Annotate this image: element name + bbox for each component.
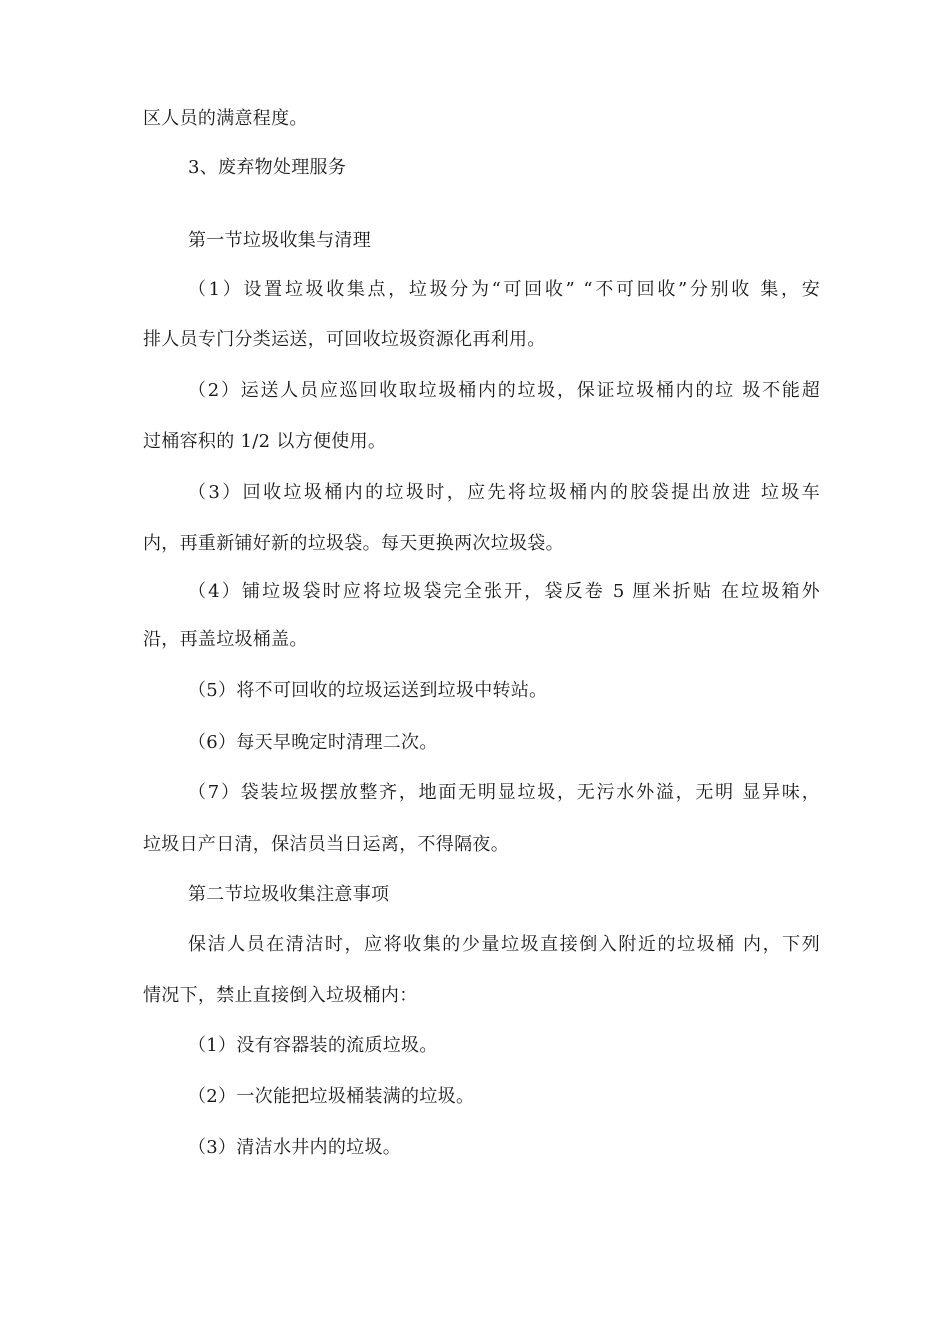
paragraph-line-2: 情况下，禁止直接倒入垃圾桶内： (143, 985, 418, 1006)
list-item-6: （6）每天早晚定时清理二次。 (188, 732, 438, 753)
list-item-2-line-1: （2）运送人员应巡回收取垃圾桶内的垃圾，保证垃圾桶内的垃 圾不能超 (188, 380, 820, 401)
list-item-2-line-2: 过桶容积的 1/2 以方便使用。 (143, 431, 387, 452)
note-item-1: （1）没有容器装的流质垃圾。 (188, 1035, 438, 1056)
list-item-4-line-2: 沿，再盖垃圾桶盖。 (143, 629, 308, 650)
list-item-7-line-1: （7）袋装垃圾摆放整齐，地面无明显垃圾，无污水外溢，无明 显异味， (188, 782, 820, 803)
list-item-4-line-1: （4）铺垃圾袋时应将垃圾袋完全张开，袋反卷 5 厘米折贴 在垃圾箱外 (188, 581, 820, 602)
subsection-heading: 第一节垃圾收集与清理 (188, 230, 371, 251)
list-item-1-line-2: 排人员专门分类运送，可回收垃圾资源化再利用。 (143, 329, 546, 350)
paragraph-line-1: 保洁人员在清洁时，应将收集的少量垃圾直接倒入附近的垃圾桶 内，下列 (188, 934, 820, 955)
note-item-2: （2）一次能把垃圾桶装满的垃圾。 (188, 1086, 475, 1107)
paragraph-continuation: 区人员的满意程度。 (143, 108, 308, 129)
list-item-1-line-1: （1）设置垃圾收集点，垃圾分为“可回收” “不可回收”分别收 集，安 (188, 279, 820, 300)
list-item-3-line-1: （3）回收垃圾桶内的垃圾时，应先将垃圾桶内的胶袋提出放进 垃圾车 (188, 482, 820, 503)
subsection-heading-2: 第二节垃圾收集注意事项 (188, 884, 390, 905)
list-item-5: （5）将不可回收的垃圾运送到垃圾中转站。 (188, 680, 548, 701)
list-item-3-line-2: 内，再重新铺好新的垃圾袋。每天更换两次垃圾袋。 (143, 533, 564, 554)
note-item-3: （3）清洁水井内的垃圾。 (188, 1137, 402, 1158)
list-item-7-line-2: 垃圾日产日清，保洁员当日运离，不得隔夜。 (143, 834, 509, 855)
section-heading: 3、废弃物处理服务 (188, 157, 347, 178)
